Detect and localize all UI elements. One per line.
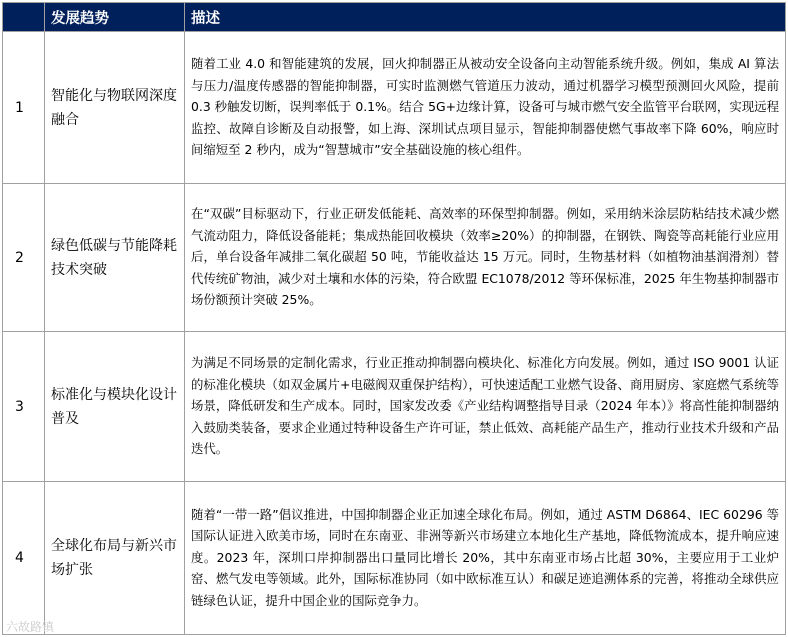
header-num: [3, 3, 45, 32]
trend-name: 标准化与模块化设计普及: [45, 332, 185, 482]
trend-name: 智能化与物联网深度融合: [45, 32, 185, 184]
trend-description: 随着“一带一路”倡议推进，中国抑制器企业正加速全球化布局。例如，通过 ASTM D6864、IEC 60296 等国际认证进入欧美市场，同时在东南亚、非洲等新兴市场建立本地化生产基地，降低物流成本，提升响应速度。2023 年，深圳口岸抑制器出口量同比增长 20%，其中东南亚市场占比超 30%，主要应用于工业炉窑、燃气发电等领域。此外，国际标准协同（如中欧标准互认）和碳足迹追溯体系的完善，将推动全球供应链绿色认证，提升中国企业的国际竞争力。: [185, 482, 786, 635]
row-number: 2: [3, 184, 45, 332]
trend-name: 全球化布局与新兴市场扩张: [45, 482, 185, 635]
trend-table: [2, 2, 786, 635]
table-row: [3, 184, 786, 332]
trend-description: 为满足不同场景的定制化需求，行业正推动抑制器向模块化、标准化方向发展。例如，通过 ISO 9001 认证的标准化模块（如双金属片+电磁阀双重保护结构），可快速适配工业燃气设备、商用厨房、家庭燃气系统等场景，降低研发和生产成本。同时，国家发改委《产业结构调整指导目录（2024 年本）》将高性能抑制器纳入鼓励类装备，要求企业通过特种设备生产许可证，禁止低效、高耗能产品生产，推动行业技术升级和产品迭代。: [185, 332, 786, 482]
header-desc: 描述: [185, 3, 786, 32]
row-number: 4: [3, 482, 45, 635]
table-row: [3, 332, 786, 482]
table-row: [3, 32, 786, 184]
trend-name: 绿色低碳与节能降耗技术突破: [45, 184, 185, 332]
table-row: [3, 482, 786, 635]
trend-description: 在“双碳”目标驱动下，行业正研发低能耗、高效率的环保型抑制器。例如，采用纳米涂层防粘结技术减少燃气流动阻力，降低设备能耗；集成热能回收模块（效率≥20%）的抑制器，在钢铁、陶瓷等高耗能行业应用后，单台设备年减排二氧化碳超 50 吨，节能收益达 15 万元。同时，生物基材料（如植物油基润滑剂）替代传统矿物油，减少对土壤和水体的污染，符合欧盟 EC1078/2012 等环保标准，2025 年生物基抑制器市场份额预计突破 25%。: [185, 184, 786, 332]
row-number: 3: [3, 332, 45, 482]
watermark-logo: 六故路镇: [6, 620, 55, 634]
table-header-row: [3, 3, 786, 32]
trend-description: 随着工业 4.0 和智能建筑的发展，回火抑制器正从被动安全设备向主动智能系统升级。例如，集成 AI 算法与压力/温度传感器的智能抑制器，可实时监测燃气管道压力波动，通过机器学习模型预测回火风险，提前 0.3 秒触发切断，误判率低于 0.1%。结合 5G+边缘计算，设备可与城市燃气安全监管平台联网，实现远程监控、故障自诊断及自动报警，如上海、深圳试点项目显示，智能抑制器使燃气事故率下降 60%，响应时间缩短至 2 秒内，成为“智慧城市”安全基础设施的核心组件。: [185, 32, 786, 184]
row-number: 1: [3, 32, 45, 184]
header-trend: 发展趋势: [45, 3, 185, 32]
